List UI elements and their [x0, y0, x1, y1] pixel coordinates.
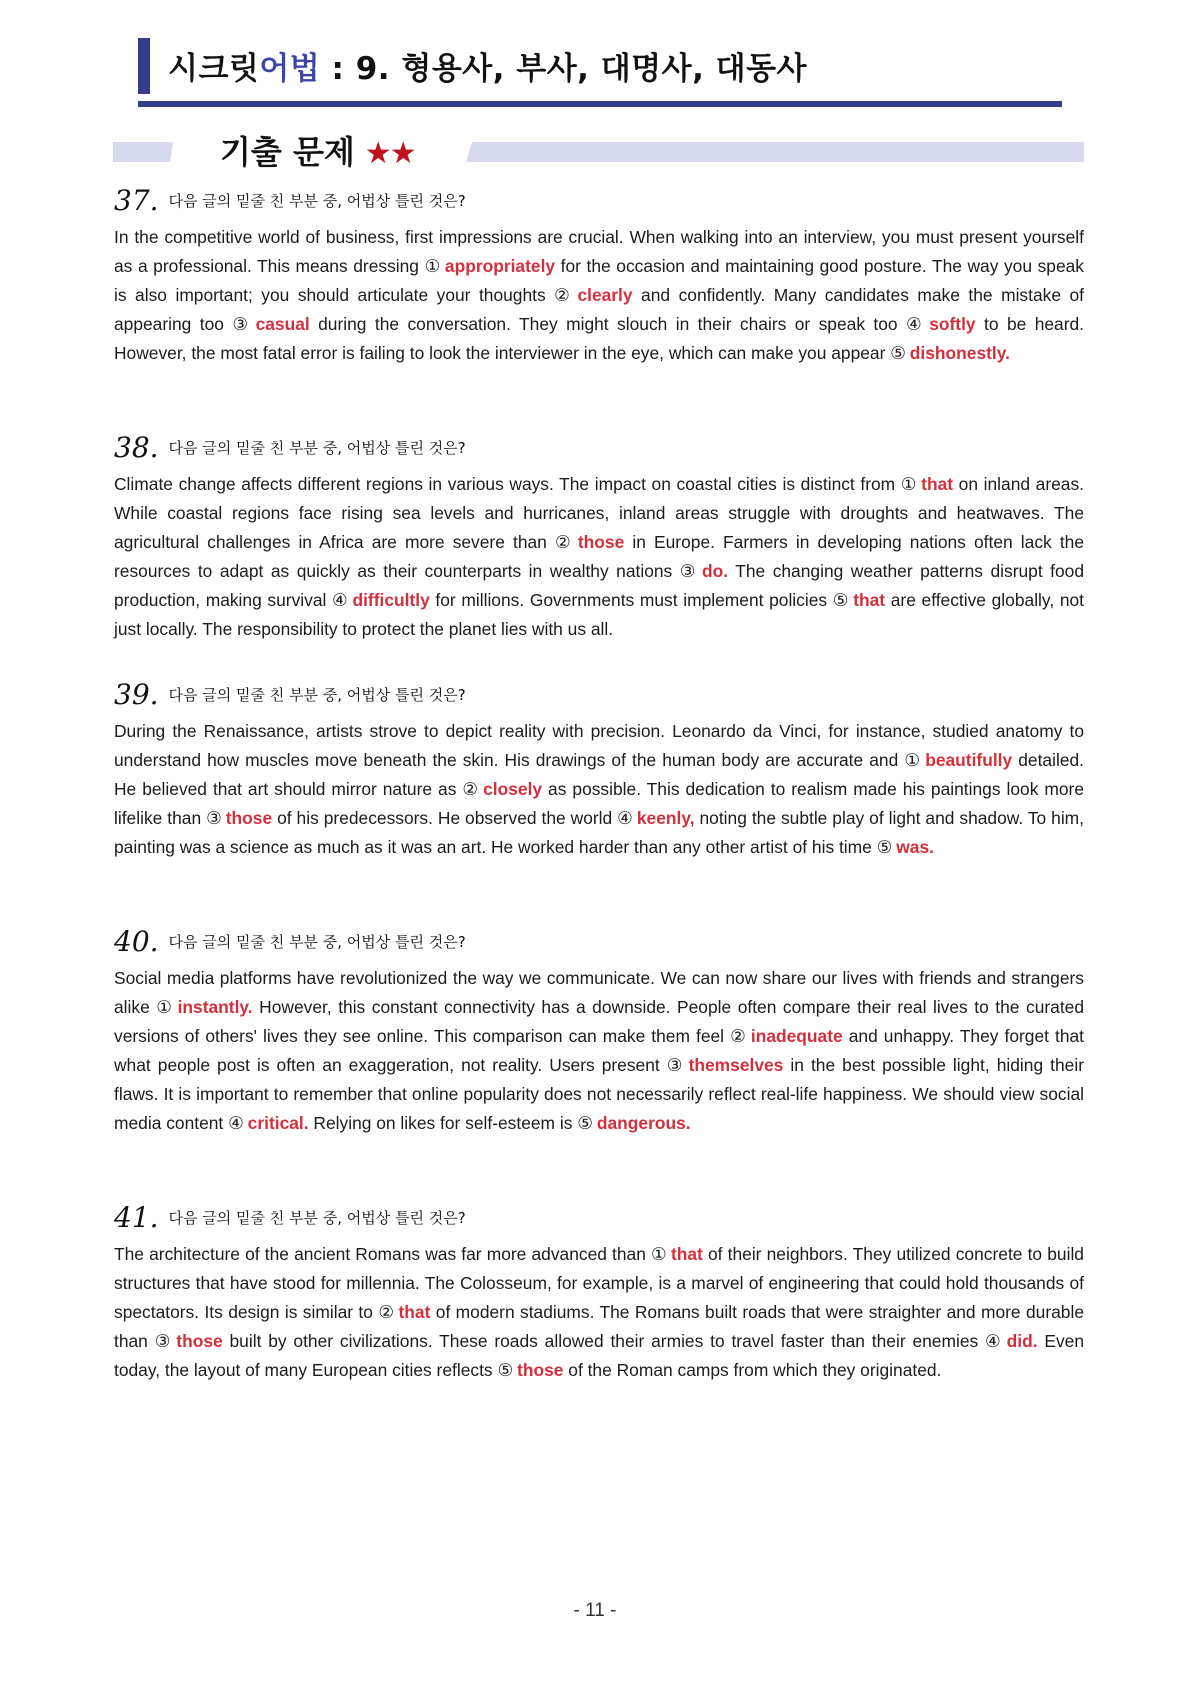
- choice-marker: ③: [206, 808, 222, 828]
- passage-text: as possible. This dedication to realism made his paintings look more lifelike than: [114, 779, 1084, 828]
- choice-marker: ③: [232, 314, 252, 334]
- section-title: [220, 130, 415, 174]
- passage-text: of his predecessors. He observed the world: [272, 808, 618, 828]
- choice-marker: ②: [378, 1302, 395, 1322]
- choice-marker: ②: [554, 532, 574, 552]
- choice-marker: ②: [730, 1026, 747, 1046]
- passage-text: in Europe. Farmers in developing nations often lack the resources to adapt as quickly as their counterparts in wealthy nations: [114, 532, 1085, 581]
- passage-text: Even today, the layout of many European cities reflects: [114, 1331, 1085, 1380]
- passage-text: detailed. He believed that art should mirror nature as: [114, 750, 1084, 799]
- choice-marker: ②: [554, 285, 574, 305]
- passage-text: However, this constant connectivity has a downside. People often compare their real lives to the curated versions of others' lives they see online. This comparison can make them feel: [114, 997, 1084, 1046]
- passage-text: to be heard. However, the most fatal error is failing to look the interviewer in the eye, which can make you appear: [114, 314, 1085, 363]
- section-title-text: 기출 문제: [220, 133, 355, 171]
- passage-text: built by other civilizations. These roads allowed their armies to travel faster than their enemies: [222, 1331, 986, 1351]
- passage-text: for millions. Governments must implement policies: [429, 590, 833, 610]
- choice-marker: ①: [900, 474, 918, 494]
- choice-marker: ②: [462, 779, 480, 799]
- passage-text: on inland areas. While coastal regions face rising sea levels and hurricanes, inland areas struggle with droughts and heatwaves. The agricultural challenges in Africa are more severe than: [114, 474, 1084, 552]
- question-40: [114, 924, 1084, 1138]
- choice-marker: ③: [666, 1055, 685, 1075]
- choice-marker: ⑤: [577, 1113, 593, 1133]
- passage-text: noting the subtle play of light and shadow. To him, painting was a science as much as it was an art. He worked harder than any other artist of his time: [114, 808, 1084, 857]
- question-passage: [114, 223, 1084, 368]
- question-number: 39.: [114, 677, 159, 711]
- passage-text: during the conversation. They might slouch in their chairs or speak too: [309, 314, 907, 334]
- passage-text: The architecture of the ancient Romans was far more advanced than: [114, 1244, 652, 1264]
- underlined-choice: clearly: [577, 285, 633, 305]
- choice-marker: ③: [679, 561, 698, 581]
- choice-marker: ④: [617, 808, 633, 828]
- page-title-accent: 어법: [259, 51, 321, 87]
- question-passage: [114, 964, 1084, 1138]
- page-title-rest: : 9. 형용사, 부사, 대명사, 대동사: [320, 51, 807, 87]
- underlined-choice: dishonestly.: [909, 343, 1010, 363]
- passage-text: During the Renaissance, artists strove to depict reality with precision. Leonardo da Vinci, for instance, studied anatomy to understand how muscles move beneath the skin. His drawings of the human body are accurate and: [114, 721, 1084, 770]
- underlined-choice: that: [853, 590, 886, 610]
- question-prompt: 다음 글의 밑줄 친 부분 중, 어법상 틀린 것은?: [168, 191, 466, 210]
- underlined-choice: difficultly: [352, 590, 430, 610]
- underlined-choice: those: [517, 1360, 564, 1380]
- underlined-choice: that: [670, 1244, 703, 1264]
- section-band-left: [113, 142, 173, 162]
- question-prompt: 다음 글의 밑줄 친 부분 중, 어법상 틀린 것은?: [168, 1208, 466, 1227]
- choice-marker: ④: [985, 1331, 1003, 1351]
- underlined-choice: appropriately: [444, 256, 556, 276]
- section-band-right: [466, 142, 1084, 162]
- passage-text: are effective globally, not just locally. The responsibility to protect the planet lies with us all.: [114, 590, 1084, 639]
- passage-text: of the Roman camps from which they originated.: [563, 1360, 942, 1380]
- question-37: [114, 183, 1084, 368]
- underlined-choice: those: [176, 1331, 223, 1351]
- question-passage: [114, 717, 1084, 862]
- passage-text: of modern stadiums. The Romans built roads that were straighter and more durable than: [114, 1302, 1085, 1351]
- question-number: 40.: [114, 924, 159, 958]
- passage-text: The changing weather patterns disrupt food production, making survival: [114, 561, 1084, 610]
- question-38: [114, 430, 1084, 644]
- underlined-choice: do.: [701, 561, 729, 581]
- passage-text: Relying on likes for self-esteem is: [308, 1113, 578, 1133]
- passage-text: Climate change affects different regions in various ways. The impact on coastal cities is distinct from: [114, 474, 901, 494]
- passage-text: in the best possible light, hiding their flaws. It is important to remember that online popularity does not necessarily reflect real-life happiness. We should view social media content: [114, 1055, 1084, 1133]
- underlined-choice: beautifully: [925, 750, 1013, 770]
- passage-text: and confidently. Many candidates make the mistake of appearing too: [114, 285, 1084, 334]
- passage-text: Social media platforms have revolutionized the way we communicate. We can now share our lives with friends and strangers alike: [114, 968, 1084, 1017]
- choice-marker: ③: [154, 1331, 173, 1351]
- underlined-choice: that: [921, 474, 954, 494]
- underlined-choice: that: [398, 1302, 431, 1322]
- page-number: - 11 -: [573, 1600, 617, 1621]
- passage-text: for the occasion and maintaining good posture. The way you speak is also important; you should articulate your thoughts: [114, 256, 1085, 305]
- choice-marker: ④: [332, 590, 349, 610]
- underlined-choice: keenly,: [636, 808, 695, 828]
- choice-marker: ①: [156, 997, 174, 1017]
- question-prompt: 다음 글의 밑줄 친 부분 중, 어법상 틀린 것은?: [168, 685, 466, 704]
- choice-marker: ⑤: [890, 343, 906, 363]
- question-prompt: 다음 글의 밑줄 친 부분 중, 어법상 틀린 것은?: [168, 438, 466, 457]
- passage-text: In the competitive world of business, first impressions are crucial. When walking into an interview, you must present yourself as a professional. This means dressing: [114, 227, 1084, 276]
- underlined-choice: those: [225, 808, 273, 828]
- underlined-choice: softly: [929, 314, 976, 334]
- choice-marker: ①: [424, 256, 441, 276]
- choice-marker: ⑤: [832, 590, 850, 610]
- underlined-choice: closely: [483, 779, 543, 799]
- choice-marker: ⑤: [876, 837, 893, 857]
- underlined-choice: themselves: [688, 1055, 784, 1075]
- passage-text: of their neighbors. They utilized concrete to build structures that have stood for millennia. The Colosseum, for example, is a marvel of engineering that could hold thousands of spectators. Its design is similar to: [114, 1244, 1084, 1322]
- underlined-choice: dangerous.: [596, 1113, 691, 1133]
- question-number: 38.: [114, 430, 159, 464]
- passage-text: and unhappy. They forget that what people post is often an exaggeration, not reality. Users present: [114, 1026, 1085, 1075]
- underlined-choice: instantly.: [177, 997, 253, 1017]
- page-title: [168, 44, 807, 94]
- choice-marker: ④: [228, 1113, 244, 1133]
- title-accent-bar: [138, 38, 150, 94]
- choice-marker: ①: [904, 750, 922, 770]
- choice-marker: ④: [906, 314, 926, 334]
- underlined-choice: critical.: [247, 1113, 309, 1133]
- underlined-choice: did.: [1006, 1331, 1038, 1351]
- question-passage: [114, 1240, 1084, 1385]
- choice-marker: ①: [651, 1244, 667, 1264]
- title-underline: [138, 101, 1062, 107]
- question-number: 41.: [114, 1200, 159, 1234]
- page-title-prefix: 시크릿: [168, 51, 260, 87]
- question-39: [114, 677, 1084, 862]
- question-number: 37.: [114, 183, 159, 217]
- question-passage: [114, 470, 1084, 644]
- underlined-choice: those: [577, 532, 625, 552]
- underlined-choice: casual: [255, 314, 310, 334]
- question-prompt: 다음 글의 밑줄 친 부분 중, 어법상 틀린 것은?: [168, 932, 466, 951]
- difficulty-stars: ★★: [364, 136, 415, 171]
- choice-marker: ⑤: [497, 1360, 514, 1380]
- question-41: [114, 1200, 1084, 1385]
- underlined-choice: was.: [896, 837, 934, 857]
- underlined-choice: inadequate: [750, 1026, 843, 1046]
